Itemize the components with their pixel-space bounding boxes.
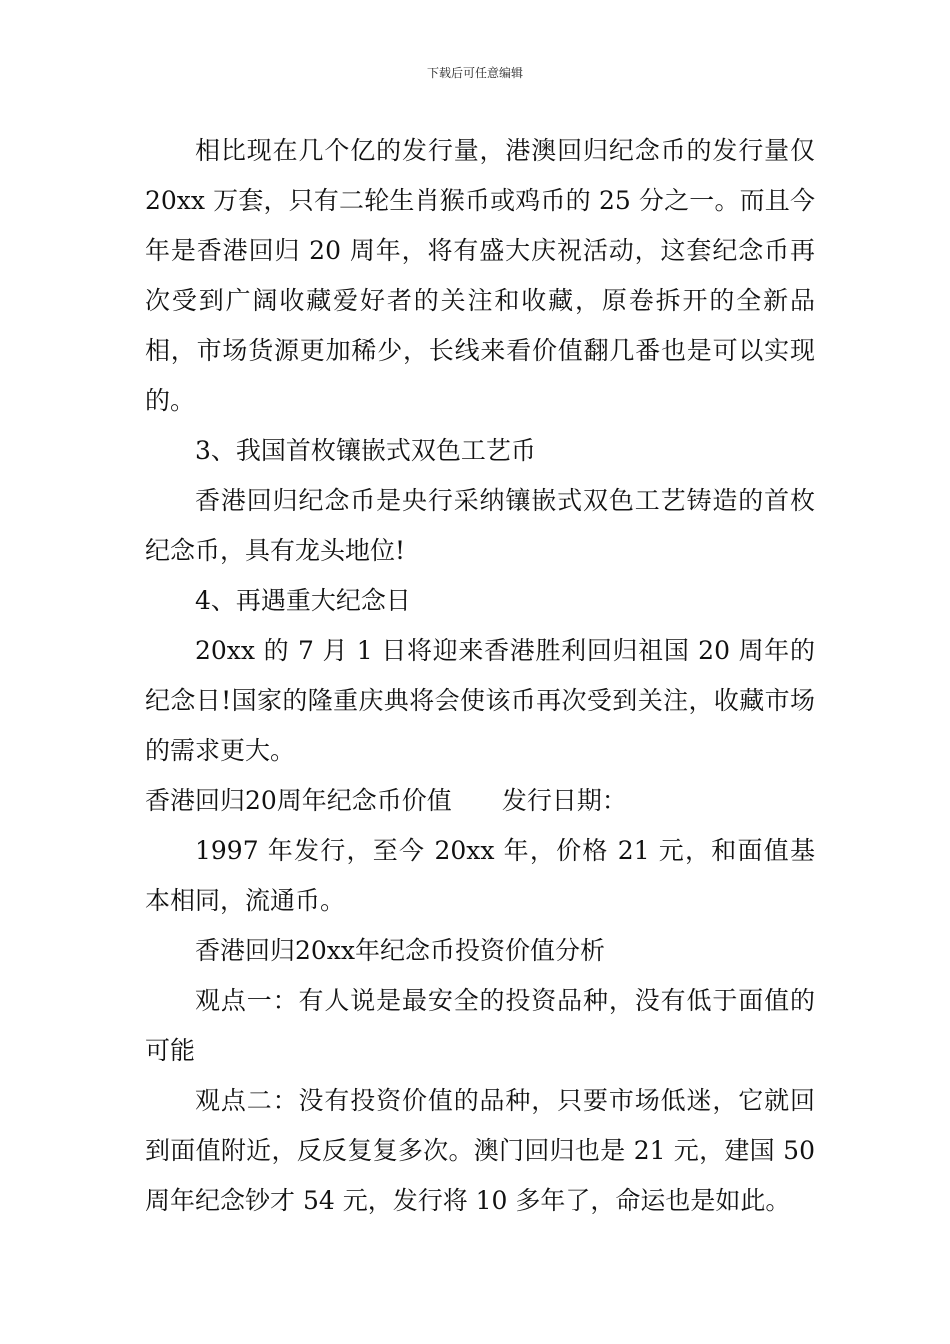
paragraph-view-one: 观点一：有人说是最安全的投资品种，没有低于面值的可能	[145, 986, 815, 1065]
heading-anniversary: 4、再遇重大纪念日	[195, 586, 411, 615]
paragraph-issue-volume: 相比现在几个亿的发行量，港澳回归纪念币的发行量仅 20xx 万套，只有二轮生肖猴币或鸡币的 25 分之一。而且今年是香港回归 20 周年，将有盛大庆祝活动，这套纪念币再次受到广阔收藏爱好者的关注和收藏，原卷拆开的全新品相，市场货源更加稀少，长线来看价值翻几番也是可以实现的。	[145, 136, 815, 415]
heading-coin-value: 香港回归20周年纪念币价值 发行日期：	[145, 786, 627, 815]
heading-investment-analysis: 香港回归20xx年纪念币投资价值分析	[195, 936, 606, 965]
paragraph-bicolor-coin: 香港回归纪念币是央行采纳镶嵌式双色工艺铸造的首枚纪念币，具有龙头地位!	[145, 486, 815, 565]
document-body	[145, 126, 815, 1226]
heading-bicolor-coin: 3、我国首枚镶嵌式双色工艺币	[195, 436, 536, 465]
paragraph-anniversary: 20xx 的 7 月 1 日将迎来香港胜利回归祖国 20 周年的纪念日!国家的隆重庆典将会使该币再次受到关注，收藏市场的需求更大。	[145, 636, 815, 765]
paragraph-view-two: 观点二：没有投资价值的品种，只要市场低迷，它就回到面值附近，反反复复多次。澳门回归也是 21 元，建国 50 周年纪念钞才 54 元，发行将 10 多年了，命运也是如此。	[145, 1086, 815, 1215]
header-note: 下载后可任意编辑	[426, 66, 523, 80]
paragraph-issue-date: 1997 年发行，至今 20xx 年，价格 21 元，和面值基本相同，流通币。	[145, 836, 815, 915]
